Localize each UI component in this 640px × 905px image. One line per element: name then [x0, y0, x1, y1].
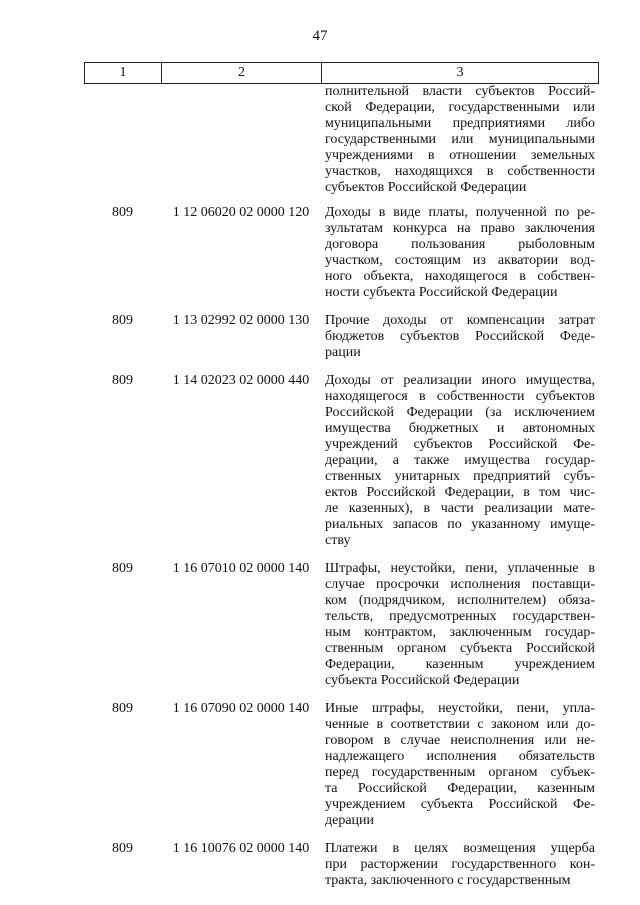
text-line: ченные в соответствии с законом или до- [325, 717, 595, 732]
text-line: учреждений субъектов Российской Фе- [325, 437, 595, 452]
text-line: риальных запасов по указанному имуще- [325, 517, 595, 532]
description-cell [321, 313, 599, 361]
text-line: имущества бюджетных и автономных [325, 421, 595, 436]
header-col-1: 1 [85, 63, 162, 83]
admin-code-cell: 809 [112, 205, 133, 220]
header-col-3: 3 [456, 65, 464, 80]
admin-code-cell: 809 [112, 561, 133, 576]
text-line: полнительной власти субъектов Россий- [325, 84, 595, 99]
text-line: участком, состоящим из акватории вод- [325, 253, 595, 268]
income-code-cell: 1 16 07090 02 0000 140 [172, 701, 310, 716]
text-line: ности субъекта Российской Федерации [325, 285, 558, 300]
table-row [84, 373, 599, 549]
admin-code-cell: 809 [112, 701, 133, 716]
text-line: та Российской Федерации, казенным [325, 781, 595, 796]
description-cell [321, 701, 599, 829]
text-line: зультатам конкурса на право заключения [325, 221, 595, 236]
income-code-cell: 1 16 07010 02 0000 140 [172, 561, 310, 576]
text-line: ству [325, 533, 351, 548]
table-body [84, 84, 599, 889]
text-line: субъектов Российской Федерации [325, 180, 527, 195]
text-line: дерации, а также имущества государ- [325, 453, 595, 468]
description-cell [321, 841, 599, 889]
table-row [84, 701, 599, 829]
admin-code-cell: 809 [112, 313, 133, 328]
text-line: учреждениями в отношении земельных [325, 148, 595, 163]
text-line: Российской Федерации (за исключением [325, 405, 595, 420]
text-line: ектов Российской Федерации, в том чис- [325, 485, 595, 500]
text-line: договора пользования рыболовным [325, 237, 595, 252]
text-line: Доходы от реализации иного имущества, [325, 373, 595, 388]
admin-code-cell: 809 [112, 373, 133, 388]
text-line: участков, находящихся в собственности [325, 164, 595, 179]
income-code-cell: 1 12 06020 02 0000 120 [172, 205, 310, 220]
text-line: надлежащего исполнения обязательств [325, 749, 595, 764]
description-cell [321, 373, 599, 549]
table-row [84, 205, 599, 301]
page-number: 47 [312, 28, 328, 44]
text-line: ком (подрядчиком, исполнителем) обяза- [325, 593, 595, 608]
text-line: Иные штрафы, неустойки, пени, упла- [325, 701, 595, 716]
text-line: тракта, заключенного с государственным [325, 873, 571, 888]
text-line: случае просрочки исполнения поставщи- [325, 577, 595, 592]
text-line: ской Федерации, государственными или [325, 100, 595, 115]
text-line: говором в случае неисполнения или не- [325, 733, 595, 748]
admin-code-cell: 809 [112, 841, 133, 856]
text-line: Штрафы, неустойки, пени, уплаченные в [325, 561, 595, 576]
text-line: перед государственным органом субъек- [325, 765, 595, 780]
table-rows [84, 205, 599, 889]
text-line: ным контрактом, заключенным государ- [325, 625, 595, 640]
income-code-cell: 1 13 02992 02 0000 130 [172, 313, 310, 328]
table-row [84, 841, 599, 889]
text-line: государственными или муниципальными [325, 132, 595, 147]
table-header [84, 62, 599, 84]
text-line: тельств, предусмотренных государствен- [325, 609, 595, 624]
table-row [84, 561, 599, 689]
text-line: Федерации, казенным учреждением [325, 657, 595, 672]
text-line: ного объекта, находящегося в собствен- [325, 269, 595, 284]
description-cell [321, 561, 599, 689]
text-line: дерации [325, 813, 375, 828]
description-cell [321, 205, 599, 301]
text-line: рации [325, 345, 361, 360]
text-line: учреждением субъекта Российской Фе- [325, 797, 595, 812]
text-line: муниципальными предприятиями либо [325, 116, 595, 131]
continuation-text [321, 84, 599, 196]
text-line: Прочие доходы от компенсации затрат [325, 313, 595, 328]
text-line: бюджетов субъектов Российской Феде- [325, 329, 595, 344]
header-col-2: 2 [162, 63, 322, 83]
text-line: ственным органом субъекта Российской [325, 641, 595, 656]
text-line: ственных унитарных предприятий субъ- [325, 469, 595, 484]
text-line: при расторжении государственного кон- [325, 857, 595, 872]
text-line: Платежи в целях возмещения ущерба [325, 841, 595, 856]
text-line: находящегося в собственности субъектов [325, 389, 595, 404]
income-code-cell: 1 16 10076 02 0000 140 [172, 841, 310, 856]
text-line: Доходы в виде платы, полученной по ре- [325, 205, 595, 220]
text-line: ле казенных), в части реализации мате- [325, 501, 595, 516]
income-code-cell: 1 14 02023 02 0000 440 [172, 373, 310, 388]
text-line: субъекта Российской Федерации [325, 673, 520, 688]
table-row [84, 313, 599, 361]
